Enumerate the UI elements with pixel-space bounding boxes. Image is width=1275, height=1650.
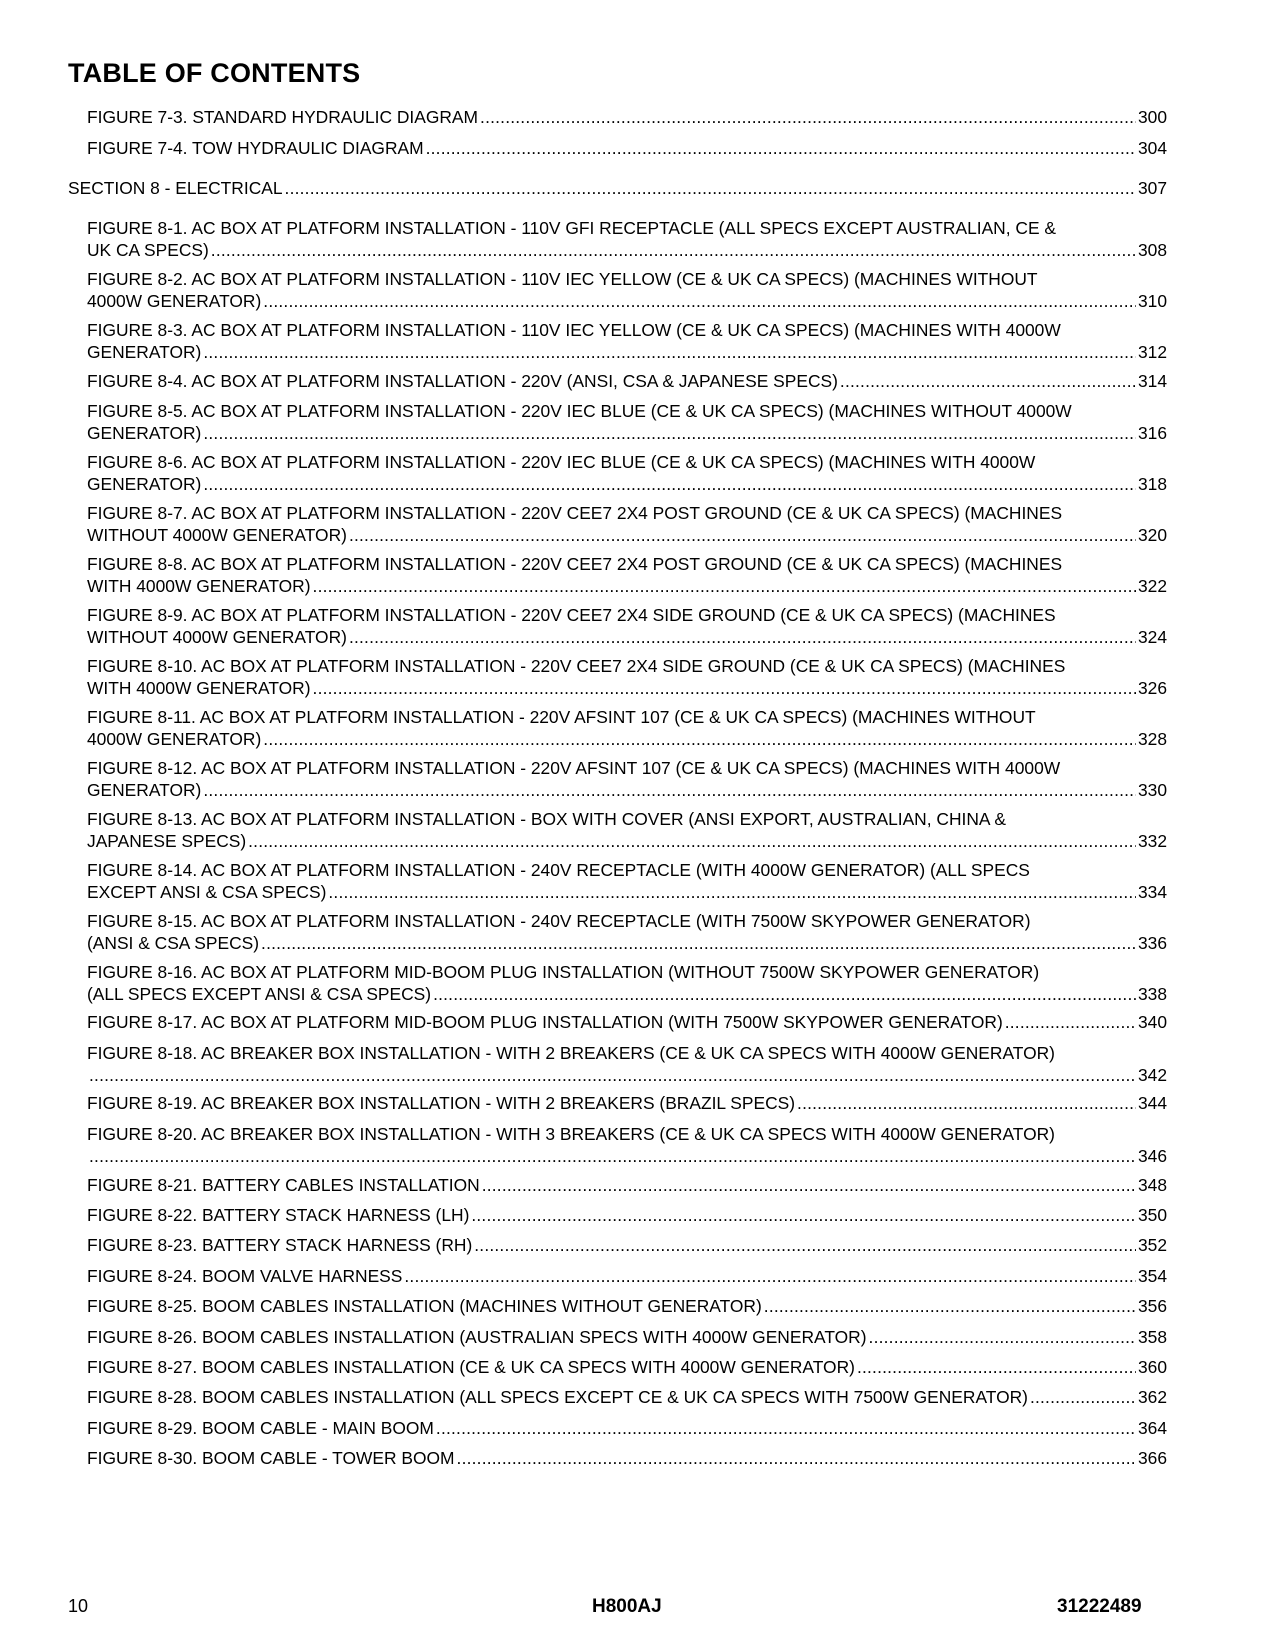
dot-leader [457, 1448, 1136, 1470]
toc-entry-page: 324 [1137, 626, 1167, 647]
toc-entry-title: SECTION 8 - ELECTRICAL [68, 178, 283, 198]
toc-entry-line [87, 1093, 1167, 1115]
toc-entry-title-line1: FIGURE 8-3. AC BOX AT PLATFORM INSTALLATION - 110V IEC YELLOW (CE & UK CA SPECS) (MACHINES WITH 4000W [87, 320, 1061, 340]
toc-figure-entry[interactable] [87, 1043, 1167, 1086]
toc-figure-entry[interactable] [87, 1093, 1167, 1115]
dot-leader [203, 474, 1136, 496]
toc-entry-page: 318 [1137, 473, 1167, 494]
toc-entry-title: FIGURE 8-23. BATTERY STACK HARNESS (RH) [87, 1235, 473, 1255]
footer-model: H800AJ [592, 1596, 662, 1617]
toc-figure-entry[interactable] [87, 503, 1167, 546]
toc-figure-entry[interactable] [87, 758, 1167, 801]
dot-leader [474, 1235, 1136, 1257]
dot-leader [263, 291, 1136, 313]
toc-entry-line [87, 729, 1167, 751]
toc-entry-line [87, 1012, 1167, 1034]
toc-entry-title: FIGURE 8-26. BOOM CABLES INSTALLATION (AUSTRALIAN SPECS WITH 4000W GENERATOR) [87, 1327, 867, 1347]
toc-figure-entry[interactable] [87, 1205, 1167, 1227]
toc-entry-line [87, 678, 1167, 700]
toc-entry-title: WITH 4000W GENERATOR) [87, 677, 311, 698]
footer-page-number: 10 [68, 1596, 89, 1616]
dot-leader [349, 627, 1136, 649]
toc-entry-title-line1: FIGURE 8-14. AC BOX AT PLATFORM INSTALLATION - 240V RECEPTACLE (WITH 4000W GENERATOR) (ALL SPECS [87, 860, 1030, 880]
toc-entry-line [87, 984, 1167, 1006]
toc-entry-line [87, 1175, 1167, 1197]
toc-entry-line [87, 1205, 1167, 1227]
toc-entry-page: 316 [1137, 422, 1167, 443]
toc-entry-title: 4000W GENERATOR) [87, 728, 262, 749]
toc-entry-title: FIGURE 7-4. TOW HYDRAULIC DIAGRAM [87, 138, 424, 158]
toc-entry-page: 300 [1137, 107, 1167, 127]
dot-leader [248, 831, 1136, 853]
toc-entry-line [87, 1448, 1167, 1470]
toc-figure-entry[interactable] [87, 371, 1167, 393]
toc-entry-page: 354 [1137, 1266, 1167, 1286]
toc-entry-page: 328 [1137, 728, 1167, 749]
toc-entry-page: 312 [1137, 341, 1167, 362]
toc-entry-line [87, 576, 1167, 598]
dot-leader [797, 1093, 1136, 1115]
toc-entry-line [87, 933, 1167, 955]
toc-entry-title: FIGURE 8-28. BOOM CABLES INSTALLATION (ALL SPECS EXCEPT CE & UK CA SPECS WITH 7500W GENERATOR) [87, 1387, 1028, 1407]
toc-figure-entry[interactable] [87, 656, 1167, 699]
toc-entry-page: 304 [1137, 138, 1167, 158]
toc-entry-page: 314 [1137, 371, 1167, 391]
toc-entry-line [87, 1296, 1167, 1318]
toc-entry-title-line1: FIGURE 8-6. AC BOX AT PLATFORM INSTALLATION - 220V IEC BLUE (CE & UK CA SPECS) (MACHINES WITH 4000W [87, 452, 1036, 472]
toc-entry-title-line1: FIGURE 8-2. AC BOX AT PLATFORM INSTALLATION - 110V IEC YELLOW (CE & UK CA SPECS) (MACHINES WITHOUT [87, 269, 1038, 289]
toc-entry-title-line1: FIGURE 8-7. AC BOX AT PLATFORM INSTALLATION - 220V CEE7 2X4 POST GROUND (CE & UK CA SPECS) (MACHINES [87, 503, 1063, 523]
toc-figure-entry[interactable] [87, 605, 1167, 648]
dot-leader [840, 371, 1136, 393]
page-title: TABLE OF CONTENTS [68, 58, 361, 88]
dot-leader [313, 678, 1136, 700]
toc-entry-title-line1: FIGURE 8-16. AC BOX AT PLATFORM MID-BOOM PLUG INSTALLATION (WITHOUT 7500W SKYPOWER GENERATOR) [87, 962, 1040, 982]
toc-figure-entry[interactable] [87, 707, 1167, 750]
toc-entry-line [87, 240, 1167, 262]
toc-entry-line [87, 1418, 1167, 1440]
dot-leader [89, 1065, 1136, 1087]
toc-entry-line [87, 1387, 1167, 1409]
toc-entry-page: 330 [1137, 779, 1167, 800]
toc-entry-page: 310 [1137, 290, 1167, 311]
toc-entry-line [87, 627, 1167, 649]
toc-entry-page: 366 [1137, 1448, 1167, 1468]
toc-entry-page: 340 [1137, 1012, 1167, 1032]
toc-entry-title-line1: FIGURE 8-11. AC BOX AT PLATFORM INSTALLATION - 220V AFSINT 107 (CE & UK CA SPECS) (MACHINES WITHOUT [87, 707, 1036, 727]
dot-leader [426, 138, 1136, 160]
toc-entry-page: 342 [1137, 1064, 1167, 1085]
toc-section-entry[interactable] [68, 178, 1167, 200]
toc-entry-page: 362 [1137, 1387, 1167, 1407]
toc-entry-title: UK CA SPECS) [87, 239, 209, 260]
dot-leader [764, 1296, 1136, 1318]
toc-entry-title: (ALL SPECS EXCEPT ANSI & CSA SPECS) [87, 983, 432, 1004]
toc-figure-entry[interactable] [87, 860, 1167, 903]
toc-entry-line [87, 831, 1167, 853]
toc-entry-title: GENERATOR) [87, 473, 202, 494]
dot-leader [471, 1205, 1136, 1227]
dot-leader [285, 178, 1136, 200]
toc-entry-title-line1: FIGURE 8-8. AC BOX AT PLATFORM INSTALLATION - 220V CEE7 2X4 POST GROUND (CE & UK CA SPECS) (MACHINES [87, 554, 1063, 574]
toc-entry-page: 358 [1137, 1327, 1167, 1347]
toc-entry-title-line1: FIGURE 8-13. AC BOX AT PLATFORM INSTALLATION - BOX WITH COVER (ANSI EXPORT, AUSTRALIAN, CHINA & [87, 809, 1006, 829]
toc-entry-title-line1: FIGURE 8-10. AC BOX AT PLATFORM INSTALLATION - 220V CEE7 2X4 SIDE GROUND (CE & UK CA SPECS) (MACHINES [87, 656, 1066, 676]
toc-entry-line [87, 342, 1167, 364]
toc-entry-title: WITH 4000W GENERATOR) [87, 575, 311, 596]
dot-leader [1030, 1387, 1136, 1409]
dot-leader [349, 525, 1136, 547]
toc-entry-title: (ANSI & CSA SPECS) [87, 932, 260, 953]
toc-entry-title-line1: FIGURE 8-5. AC BOX AT PLATFORM INSTALLATION - 220V IEC BLUE (CE & UK CA SPECS) (MACHINES WITHOUT 4000W [87, 401, 1072, 421]
toc-entry-title-line1: FIGURE 8-9. AC BOX AT PLATFORM INSTALLATION - 220V CEE7 2X4 SIDE GROUND (CE & UK CA SPECS) (MACHINES [87, 605, 1056, 625]
toc-entry-title: GENERATOR) [87, 341, 202, 362]
toc-entry-title: FIGURE 8-24. BOOM VALVE HARNESS [87, 1266, 403, 1286]
dot-leader [1005, 1012, 1136, 1034]
dot-leader [857, 1357, 1136, 1379]
toc-entry-title: EXCEPT ANSI & CSA SPECS) [87, 881, 327, 902]
toc-entry-page: 326 [1137, 677, 1167, 698]
toc-entry-page: 360 [1137, 1357, 1167, 1377]
toc-figure-entry[interactable] [87, 1327, 1167, 1349]
toc-entry-line [87, 1065, 1167, 1087]
toc-figure-entry[interactable] [87, 320, 1167, 363]
toc-entry-line [87, 291, 1167, 313]
toc-entry-page: 332 [1137, 830, 1167, 851]
toc-entry-title-line1: FIGURE 8-20. AC BREAKER BOX INSTALLATION - WITH 3 BREAKERS (CE & UK CA SPECS WITH 4000W GENERATOR) [87, 1124, 1055, 1144]
footer-doc-number: 31222489 [1057, 1596, 1142, 1617]
toc-entry-title: GENERATOR) [87, 779, 202, 800]
toc-entry-line [87, 371, 1167, 393]
toc-entry-line [87, 1357, 1167, 1379]
dot-leader [261, 933, 1136, 955]
toc-figure-entry[interactable] [87, 962, 1167, 1005]
toc-figure-entry[interactable] [87, 1124, 1167, 1167]
dot-leader [211, 240, 1136, 262]
dot-leader [203, 423, 1136, 445]
toc-entry-title: FIGURE 8-21. BATTERY CABLES INSTALLATION [87, 1175, 480, 1195]
toc-entry-page: 348 [1137, 1175, 1167, 1195]
toc-entry-title: WITHOUT 4000W GENERATOR) [87, 524, 347, 545]
toc-figure-entry[interactable] [87, 401, 1167, 444]
toc-figure-entry[interactable] [87, 452, 1167, 495]
dot-leader [869, 1327, 1136, 1349]
toc-figure-entry[interactable] [87, 138, 1167, 160]
toc-entry-title: JAPANESE SPECS) [87, 830, 247, 851]
toc-entry-line [87, 882, 1167, 904]
toc-entry-line [87, 525, 1167, 547]
toc-figure-entry[interactable] [87, 1175, 1167, 1197]
toc-entry-page: 352 [1137, 1235, 1167, 1255]
toc-entry-line [87, 474, 1167, 496]
toc-figure-entry[interactable] [87, 269, 1167, 312]
toc-entry-page: 346 [1137, 1145, 1167, 1166]
toc-figure-entry[interactable] [87, 1296, 1167, 1318]
toc-entry-title: FIGURE 8-22. BATTERY STACK HARNESS (LH) [87, 1205, 470, 1225]
toc-entry-title: FIGURE 8-4. AC BOX AT PLATFORM INSTALLATION - 220V (ANSI, CSA & JAPANESE SPECS) [87, 371, 838, 391]
toc-entry-line [68, 178, 1167, 200]
toc-entry-title: WITHOUT 4000W GENERATOR) [87, 626, 347, 647]
toc-figure-entry[interactable] [87, 1266, 1167, 1288]
toc-entry-line [87, 1146, 1167, 1168]
toc-figure-entry[interactable] [87, 1012, 1167, 1034]
toc-entry-line [87, 423, 1167, 445]
dot-leader [436, 1418, 1136, 1440]
toc-figure-entry[interactable] [87, 911, 1167, 954]
toc-figure-entry[interactable] [87, 1387, 1167, 1409]
toc-figure-entry[interactable] [87, 218, 1167, 261]
toc-entry-page: 307 [1137, 178, 1167, 198]
toc-entry-line [87, 1266, 1167, 1288]
toc-figure-entry[interactable] [87, 809, 1167, 852]
toc-entry-page: 356 [1137, 1296, 1167, 1316]
dot-leader [433, 984, 1136, 1006]
toc-entry-title: FIGURE 8-30. BOOM CABLE - TOWER BOOM [87, 1448, 455, 1468]
dot-leader [203, 342, 1136, 364]
dot-leader [263, 729, 1136, 751]
toc-figure-entry[interactable] [87, 1357, 1167, 1379]
toc-entry-line [87, 780, 1167, 802]
toc-entry-title: FIGURE 8-25. BOOM CABLES INSTALLATION (MACHINES WITHOUT GENERATOR) [87, 1296, 762, 1316]
dot-leader [89, 1146, 1136, 1168]
dot-leader [480, 107, 1136, 129]
toc-entry-page: 336 [1137, 932, 1167, 953]
dot-leader [328, 882, 1136, 904]
toc-entry-line [87, 1235, 1167, 1257]
toc-entry-page: 350 [1137, 1205, 1167, 1225]
toc-entry-page: 338 [1137, 983, 1167, 1004]
toc-entry-page: 320 [1137, 524, 1167, 545]
toc-entry-title: FIGURE 8-17. AC BOX AT PLATFORM MID-BOOM PLUG INSTALLATION (WITH 7500W SKYPOWER GENERATOR) [87, 1012, 1003, 1032]
toc-entry-page: 364 [1137, 1418, 1167, 1438]
toc-entry-title: FIGURE 7-3. STANDARD HYDRAULIC DIAGRAM [87, 107, 479, 127]
toc-entry-title: FIGURE 8-27. BOOM CABLES INSTALLATION (CE & UK CA SPECS WITH 4000W GENERATOR) [87, 1357, 855, 1377]
toc-entry-title: FIGURE 8-19. AC BREAKER BOX INSTALLATION - WITH 2 BREAKERS (BRAZIL SPECS) [87, 1093, 796, 1113]
toc-entry-title-line1: FIGURE 8-18. AC BREAKER BOX INSTALLATION - WITH 2 BREAKERS (CE & UK CA SPECS WITH 4000W GENERATOR) [87, 1043, 1055, 1063]
toc-entry-title: GENERATOR) [87, 422, 202, 443]
toc-figure-entry[interactable] [87, 1235, 1167, 1257]
toc-entry-line [87, 138, 1167, 160]
toc-entry-title: 4000W GENERATOR) [87, 290, 262, 311]
toc-entry-line [87, 1327, 1167, 1349]
dot-leader [203, 780, 1136, 802]
toc-entry-page: 334 [1137, 881, 1167, 902]
toc-entry-title-line1: FIGURE 8-15. AC BOX AT PLATFORM INSTALLATION - 240V RECEPTACLE (WITH 7500W SKYPOWER GENERATOR) [87, 911, 1031, 931]
toc-entry-page: 308 [1137, 239, 1167, 260]
toc-entry-page: 344 [1137, 1093, 1167, 1113]
toc-figure-entry[interactable] [87, 107, 1167, 129]
toc-figure-entry[interactable] [87, 1418, 1167, 1440]
toc-figure-entry[interactable] [87, 1448, 1167, 1470]
toc-figure-entry[interactable] [87, 554, 1167, 597]
dot-leader [313, 576, 1136, 598]
dot-leader [482, 1175, 1136, 1197]
toc-entry-title-line1: FIGURE 8-12. AC BOX AT PLATFORM INSTALLATION - 220V AFSINT 107 (CE & UK CA SPECS) (MACHINES WITH 4000W [87, 758, 1061, 778]
toc-entry-line [87, 107, 1167, 129]
toc-entry-title: FIGURE 8-29. BOOM CABLE - MAIN BOOM [87, 1418, 434, 1438]
toc-entry-title-line1: FIGURE 8-1. AC BOX AT PLATFORM INSTALLATION - 110V GFI RECEPTACLE (ALL SPECS EXCEPT AUSTRALIAN, CE & [87, 218, 1056, 238]
dot-leader [404, 1266, 1136, 1288]
toc-entry-page: 322 [1137, 575, 1167, 596]
